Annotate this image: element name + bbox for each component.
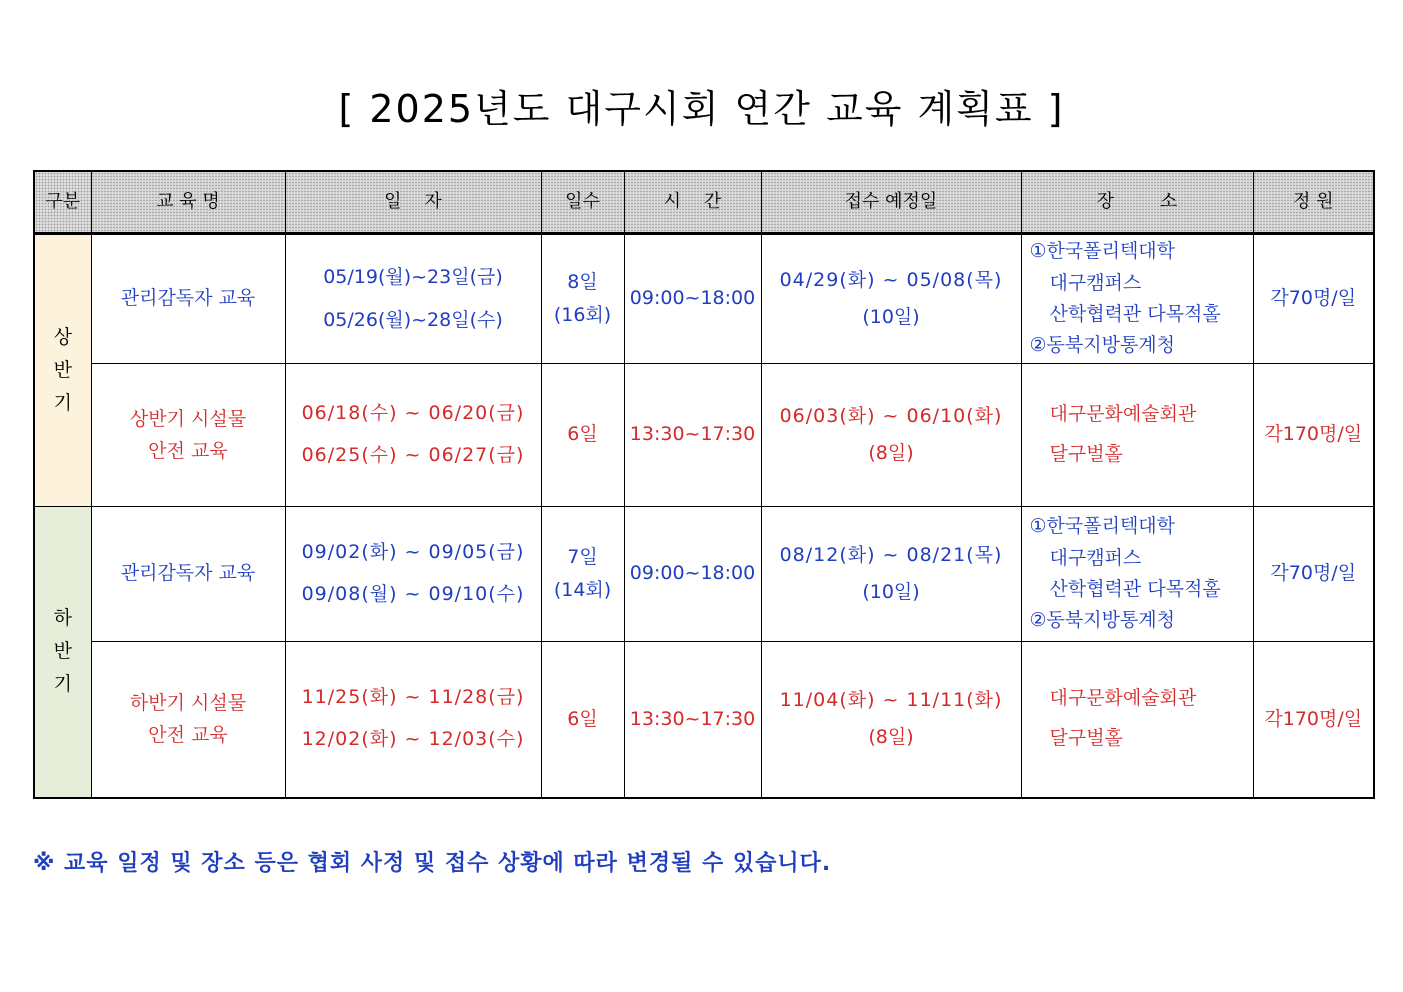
course-name: 하반기 시설물 안전 교육	[91, 642, 285, 798]
course-time: 09:00~18:00	[624, 507, 761, 642]
course-time: 09:00~18:00	[624, 234, 761, 364]
course-day-count: 7일 (14회)	[541, 507, 624, 642]
header-dates: 일 자	[285, 171, 541, 234]
course-day-count: 6일	[541, 642, 624, 798]
course-place: 대구문화예술회관 달구벌홀	[1021, 642, 1253, 798]
header-time: 시 간	[624, 171, 761, 234]
course-capacity: 각170명/일	[1253, 642, 1374, 798]
course-day-count: 6일	[541, 364, 624, 507]
table-header-row	[34, 171, 1374, 234]
course-dates: 06/18(수) ~ 06/20(금) 06/25(수) ~ 06/27(금)	[285, 364, 541, 507]
course-day-count: 8일 (16회)	[541, 234, 624, 364]
course-time: 13:30~17:30	[624, 642, 761, 798]
course-place: 대구문화예술회관 달구벌홀	[1021, 364, 1253, 507]
first-half-label: 상 반 기	[34, 234, 91, 507]
header-place: 장 소	[1021, 171, 1253, 234]
header-day-count: 일수	[541, 171, 624, 234]
table-row	[34, 507, 1374, 642]
course-dates: 09/02(화) ~ 09/05(금) 09/08(월) ~ 09/10(수)	[285, 507, 541, 642]
table-row	[34, 234, 1374, 364]
course-place: ①한국폴리텍대학 대구캠퍼스 산학협력관 다목적홀 ②동북지방통계청	[1021, 234, 1253, 364]
table-row	[34, 364, 1374, 507]
course-time: 13:30~17:30	[624, 364, 761, 507]
page-title: [ 2025년도 대구시회 연간 교육 계획표 ]	[338, 87, 1065, 131]
receipt-date: 08/12(화) ~ 08/21(목) (10일)	[761, 507, 1021, 642]
table-row	[34, 642, 1374, 798]
receipt-date: 06/03(화) ~ 06/10(화) (8일)	[761, 364, 1021, 507]
header-division: 구분	[34, 171, 91, 234]
schedule-change-note: ※ 교육 일정 및 장소 등은 협회 사정 및 접수 상황에 따라 변경될 수 있습니다.	[33, 851, 832, 876]
receipt-date: 04/29(화) ~ 05/08(목) (10일)	[761, 234, 1021, 364]
header-course-name: 교 육 명	[91, 171, 285, 234]
second-half-label: 하 반 기	[34, 507, 91, 798]
course-dates: 05/19(월)~23일(금) 05/26(월)~28일(수)	[285, 234, 541, 364]
course-name: 상반기 시설물 안전 교육	[91, 364, 285, 507]
header-capacity: 정 원	[1253, 171, 1374, 234]
header-receipt-date: 접수 예정일	[761, 171, 1021, 234]
course-name: 관리감독자 교육	[91, 234, 285, 364]
course-dates: 11/25(화) ~ 11/28(금) 12/02(화) ~ 12/03(수)	[285, 642, 541, 798]
receipt-date: 11/04(화) ~ 11/11(화) (8일)	[761, 642, 1021, 798]
education-plan-table	[33, 170, 1375, 799]
course-capacity: 각170명/일	[1253, 364, 1374, 507]
course-capacity: 각70명/일	[1253, 507, 1374, 642]
course-place: ①한국폴리텍대학 대구캠퍼스 산학협력관 다목적홀 ②동북지방통계청	[1021, 507, 1253, 642]
course-capacity: 각70명/일	[1253, 234, 1374, 364]
course-name: 관리감독자 교육	[91, 507, 285, 642]
